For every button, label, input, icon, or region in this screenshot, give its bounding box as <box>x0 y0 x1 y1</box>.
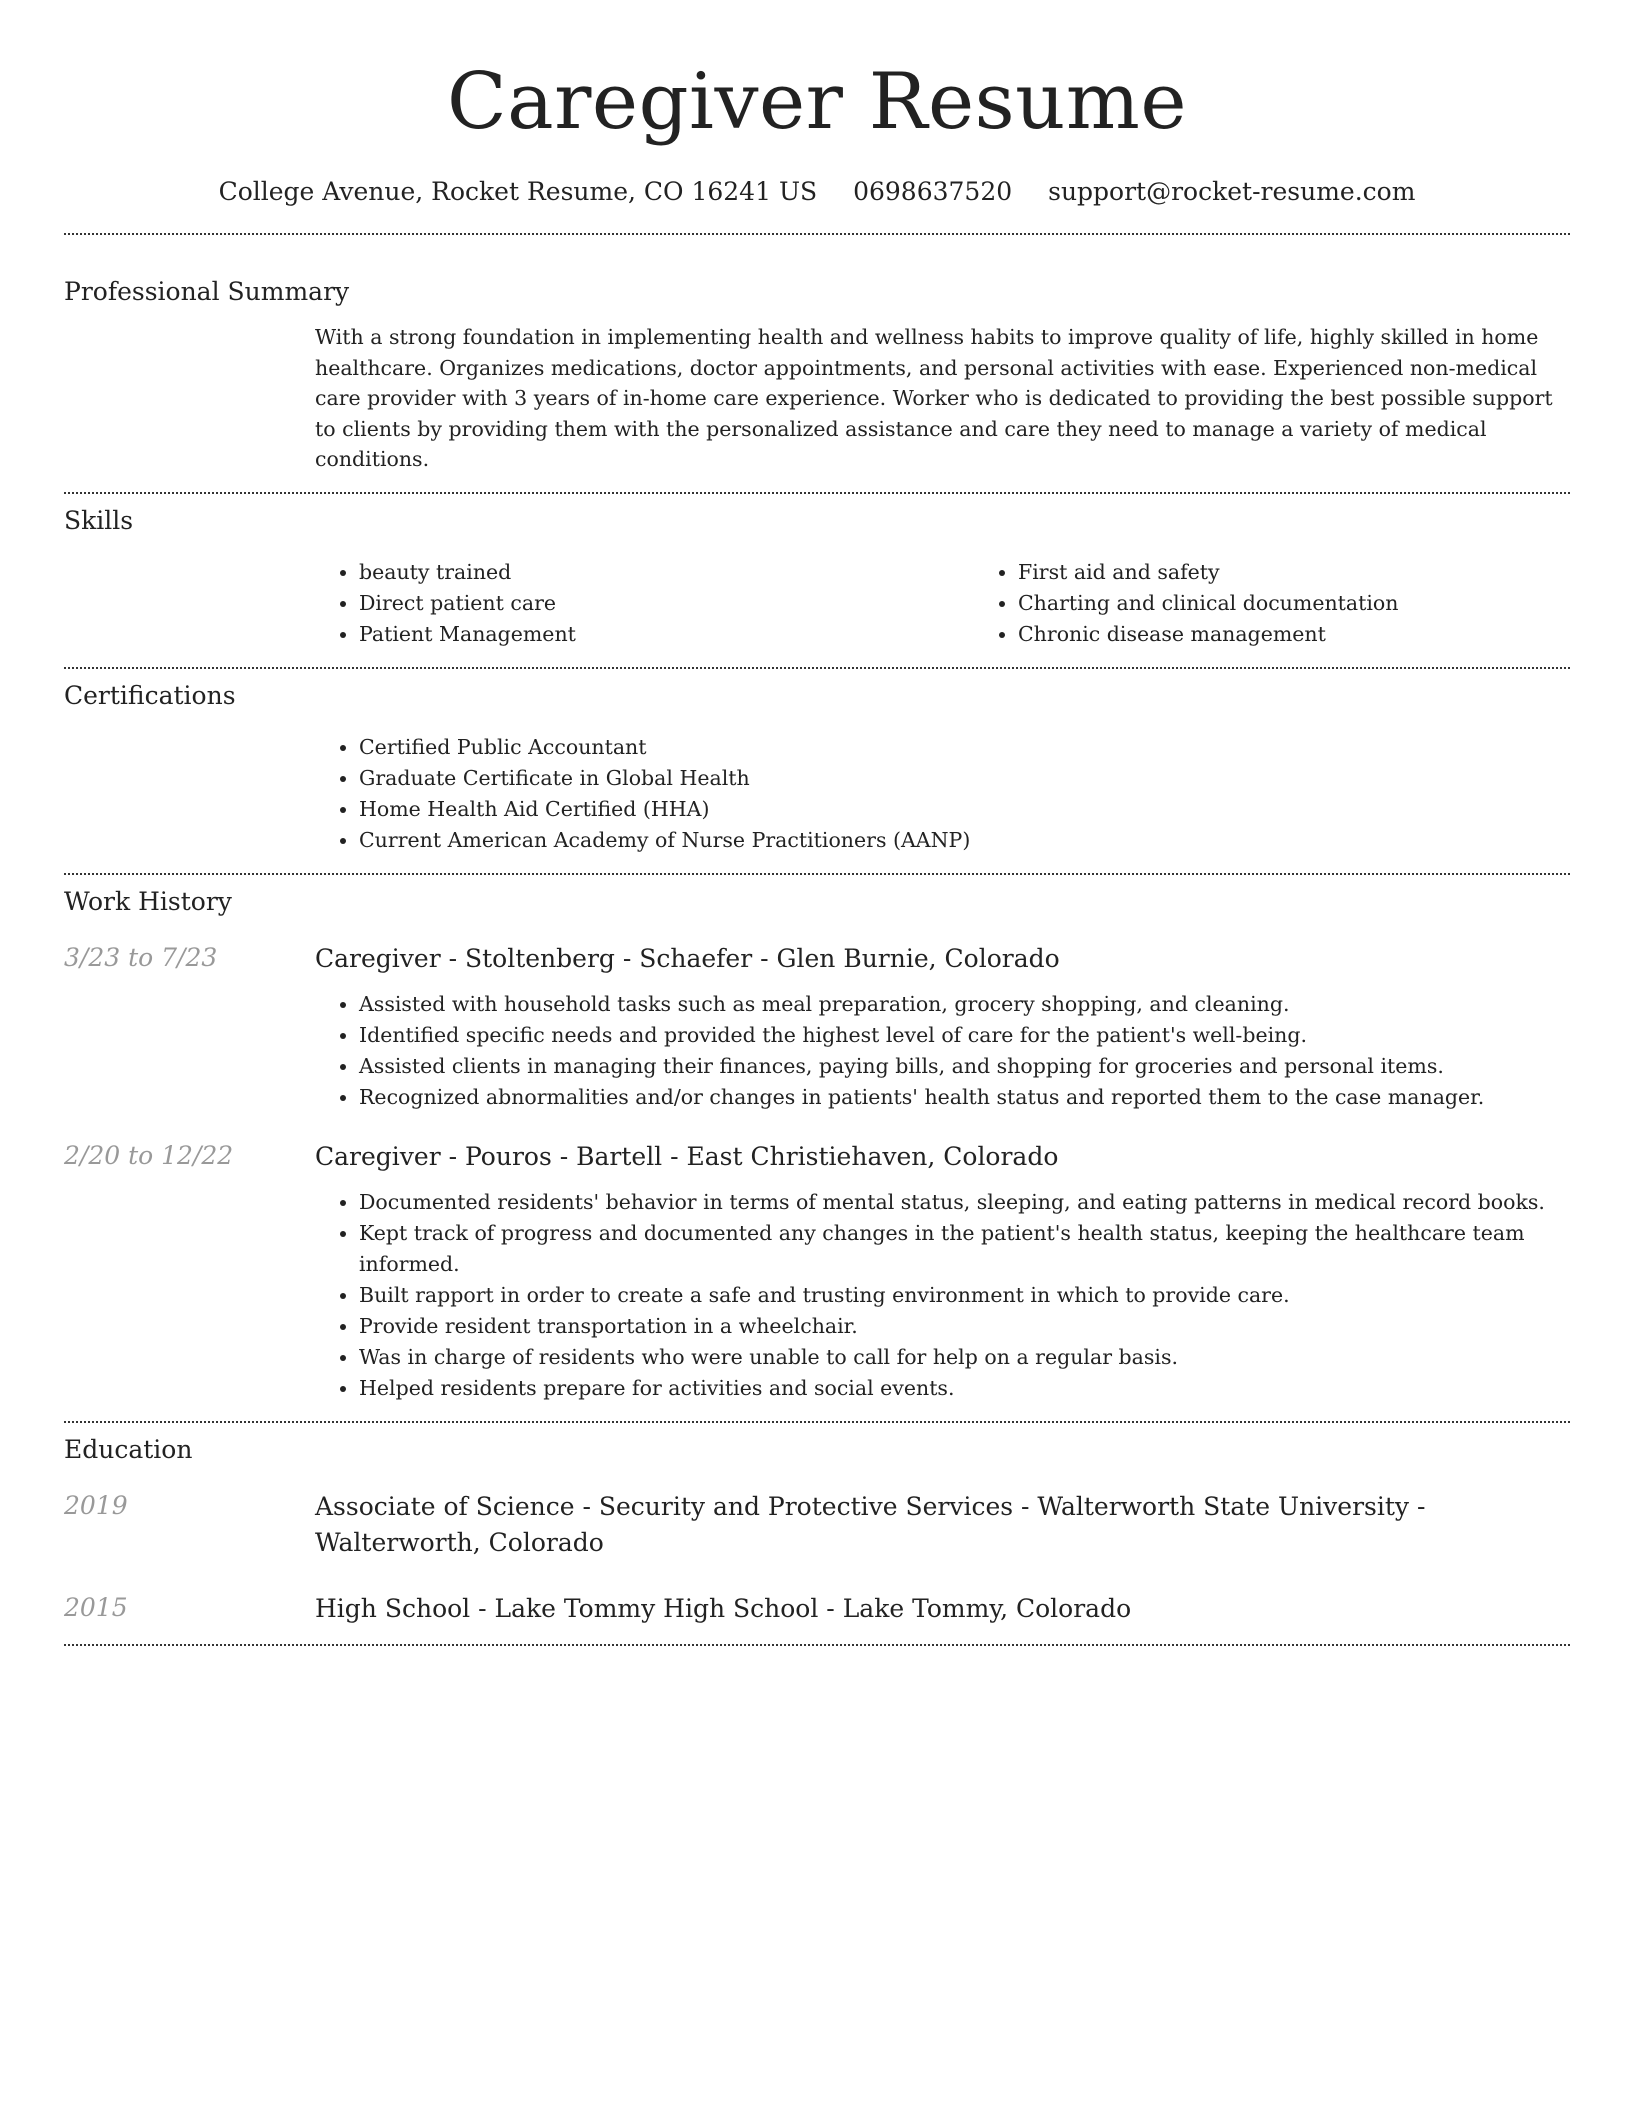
certifications-section <box>64 679 1570 856</box>
job-bullet: • Provide resident transportation in a wheelchair. <box>359 1311 1570 1342</box>
certification-item: • Current American Academy of Nurse Practitioners (AANP) <box>359 825 1570 856</box>
skill-item: • beauty trained <box>359 557 974 588</box>
summary-section <box>64 275 1570 475</box>
job-entry <box>64 941 1570 1113</box>
contact-email: support@rocket-resume.com <box>1048 177 1416 206</box>
job-bullet: • Was in charge of residents who were unable to call for help on a regular basis. <box>359 1342 1570 1373</box>
resume-title: Caregiver Resume <box>446 57 1188 147</box>
certifications-heading: Certifications <box>64 680 236 710</box>
job-title: Caregiver - Pouros - Bartell - East Christiehaven, Colorado <box>315 1141 1059 1171</box>
education-title: High School - Lake Tommy High School - Lake Tommy, Colorado <box>315 1593 1132 1623</box>
job-bullet: • Documented residents' behavior in terms of mental status, sleeping, and eating patterns in medical record books. <box>359 1187 1570 1218</box>
job-dates: 2/20 to 12/22 <box>64 1140 234 1170</box>
job-bullet: • Kept track of progress and documented any changes in the patient's health status, keeping the healthcare team informed. <box>359 1218 1570 1280</box>
section-divider <box>64 492 1570 494</box>
job-bullet: • Helped residents prepare for activities and social events. <box>359 1373 1570 1404</box>
job-bullet: • Built rapport in order to create a safe and trusting environment in which to provide care. <box>359 1280 1570 1311</box>
education-title: Associate of Science - Security and Protective Services - Walterworth State University - Walterworth, Colorado <box>315 1491 1426 1557</box>
education-section <box>64 1433 1570 1627</box>
certification-item: • Certified Public Accountant <box>359 732 1570 763</box>
skills-list-left <box>315 557 974 650</box>
skills-list-right <box>974 557 1632 650</box>
job-bullets <box>315 989 1570 1113</box>
certification-item: • Graduate Certificate in Global Health <box>359 763 1570 794</box>
section-divider <box>64 1644 1570 1646</box>
skill-item: • First aid and safety <box>1018 557 1632 588</box>
section-divider <box>64 1421 1570 1423</box>
certification-item: • Home Health Aid Certified (HHA) <box>359 794 1570 825</box>
job-bullet: • Recognized abnormalities and/or changes in patients' health status and reported them to the case manager. <box>359 1082 1570 1113</box>
section-divider <box>64 667 1570 669</box>
job-dates: 3/23 to 7/23 <box>64 942 218 972</box>
job-bullet: • Assisted with household tasks such as meal preparation, grocery shopping, and cleaning. <box>359 989 1570 1020</box>
contact-address: College Avenue, Rocket Resume, CO 16241 US <box>218 177 818 206</box>
job-bullet: • Assisted clients in managing their finances, paying bills, and shopping for groceries and personal items. <box>359 1051 1570 1082</box>
contact-line <box>64 172 1570 212</box>
skill-item: • Patient Management <box>359 619 974 650</box>
education-year: 2015 <box>64 1592 128 1622</box>
summary-text: With a strong foundation in implementing health and wellness habits to improve quality of life, highly skilled in home healthcare. Organizes medications, doctor appointments, and personal activities with ease. Experienced non-medical care provider with 3 years of in-home care experience. Worker who is dedicated to providing the best possible support to clients by providing them with the personalized assistance and care they need to manage a variety of medical conditions. <box>315 325 1553 471</box>
contact-phone: 0698637520 <box>853 177 1013 206</box>
job-bullets <box>315 1187 1570 1404</box>
certifications-list <box>315 732 1570 856</box>
education-year: 2019 <box>64 1490 128 1520</box>
education-entry <box>64 1489 1570 1561</box>
work-section <box>64 885 1570 1404</box>
skill-item: • Chronic disease management <box>1018 619 1632 650</box>
resume-page <box>64 0 1570 1646</box>
job-bullet: • Identified specific needs and provided the highest level of care for the patient's well-being. <box>359 1020 1570 1051</box>
work-heading: Work History <box>64 886 232 916</box>
skill-item: • Direct patient care <box>359 588 974 619</box>
section-divider <box>64 873 1570 875</box>
skills-section <box>64 504 1570 650</box>
education-heading: Education <box>64 1434 193 1464</box>
summary-heading: Professional Summary <box>64 277 350 306</box>
job-entry <box>64 1139 1570 1404</box>
education-entry <box>64 1591 1570 1627</box>
skills-heading: Skills <box>64 505 134 535</box>
section-divider <box>64 233 1570 235</box>
skill-item: • Charting and clinical documentation <box>1018 588 1632 619</box>
job-title: Caregiver - Stoltenberg - Schaefer - Glen Burnie, Colorado <box>315 943 1060 973</box>
